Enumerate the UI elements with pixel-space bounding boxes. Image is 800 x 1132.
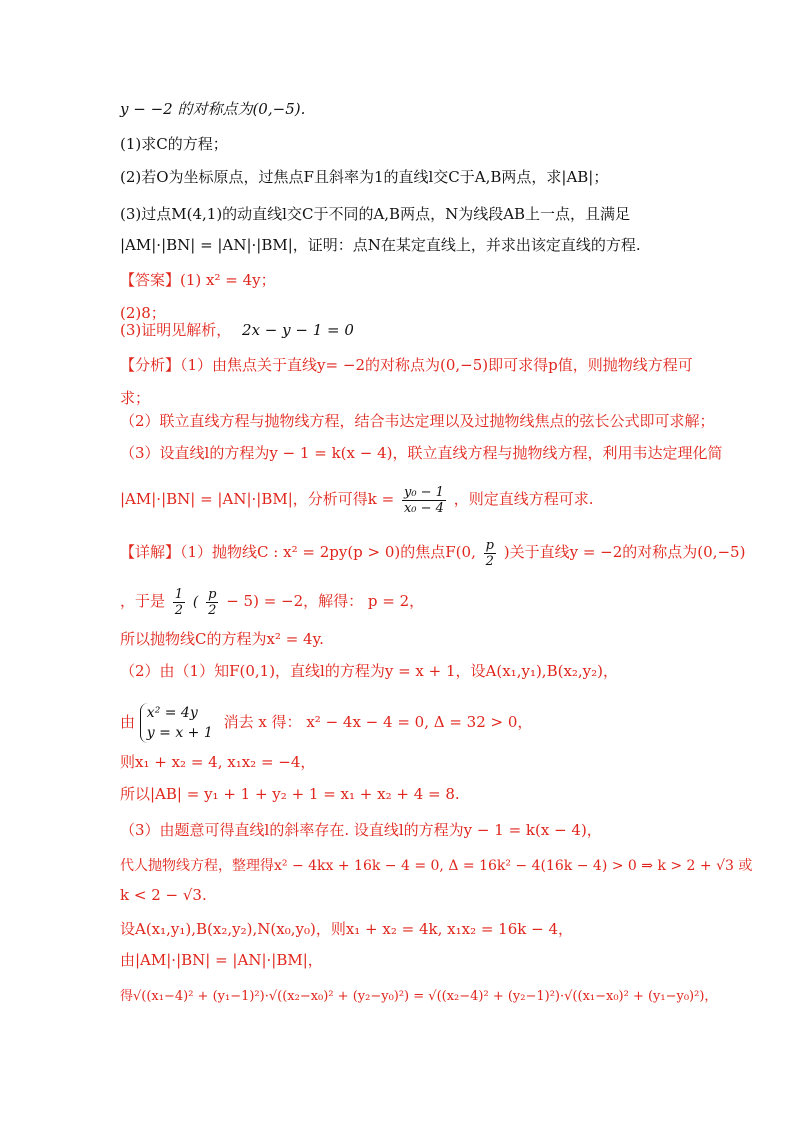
detail-line-3: 所以抛物线C的方程为x² = 4y. — [120, 630, 324, 648]
detail-line-2: ，于是 $\frac{1}{2}$ ( $\frac{p}{2}$ − 5) = −2，解得： p = 2， — [120, 586, 425, 618]
analysis-line-3: （2）联立直线方程与抛物线方程，结合韦达定理以及过抛物线焦点的弦长公式即可求解； — [120, 412, 715, 430]
detail-line-12: 由|AM|·|BN| = |AN|·|BM|， — [120, 951, 323, 969]
equation-system: x² = 4y y = x + 1 — [140, 703, 213, 743]
analysis-line-1: 【分析】（1）由焦点关于直线y= −2的对称点为(0,−5)即可求得p值，则抛物线方程可 — [120, 356, 693, 374]
text-line-1: y − −2 的对称点为(0,−5). — [120, 100, 306, 118]
question-part-3-cont: |AM|·|BN| = |AN|·|BM|，证明：点N在某定直线上，并求出该定直线的方程. — [120, 236, 641, 254]
detail-line-9: 代人抛物线方程，整理得x² − 4kx + 16k − 4 = 0, Δ = 16k² − 4(16k − 4) > 0 ⇒ k > 2 + √3 或 — [120, 858, 753, 874]
question-part-3: (3)过点M(4,1)的动直线l交C于不同的A,B两点，N为线段AB上一点，且满足 — [120, 205, 631, 223]
detail-tag: 【详解】 — [120, 543, 181, 561]
answer-line-3: (3)证明见解析， 2x − y − 1 = 0 — [120, 321, 354, 339]
fraction-k: $\frac{\text{y₀ − 1}}{\text{x₀ − 4}}$ — [403, 484, 444, 516]
analysis-line-4: （3）设直线l的方程为y − 1 = k(x − 4)，联立直线方程与抛物线方程，利用韦达定理化简 — [120, 444, 723, 462]
fraction-one-half: $\frac{1}{2}$ — [174, 586, 184, 618]
detail-line-7: 所以|AB| = y₁ + 1 + y₂ + 1 = x₁ + x₂ + 4 = 8. — [120, 785, 460, 803]
answer-line-1: 【答案】(1) x² = 4y； — [120, 271, 276, 289]
question-part-2: (2)若O为坐标原点，过焦点F且斜率为1的直线l交C于A,B两点，求|AB|； — [120, 168, 609, 186]
detail-line-8: （3）由题意可得直线l的斜率存在. 设直线l的方程为y − 1 = k(x − 4)， — [120, 821, 602, 839]
answer-line-2: (2)8； — [120, 304, 166, 322]
detail-line-1: 【详解】（1）抛物线C : x² = 2py(p > 0)的焦点F(0, $\frac{p}{2}$ )关于直线y = −2的对称点为(0,−5) — [120, 537, 746, 569]
analysis-tag: 【分析】 — [120, 356, 181, 374]
answer-tag: 【答案】 — [120, 271, 181, 289]
analysis-line-5: |AM|·|BN| = |AN|·|BM|，分析可得k = $\frac{\text{y₀ − 1}}{\text{x₀ − 4}}$ ，则定直线方程可求. — [120, 484, 594, 516]
fraction-p-over-2-b: $\frac{p}{2}$ — [208, 586, 217, 618]
analysis-line-2: 求； — [120, 389, 151, 407]
detail-line-6: 则x₁ + x₂ = 4, x₁x₂ = −4， — [120, 753, 316, 771]
detail-line-13: 得√((x₁−4)² + (y₁−1)²)·√((x₂−x₀)² + (y₂−y₀)²) = √((x₂−4)² + (y₂−1)²)·√((x₁−x₀)² + (y₁−y₀)²)， — [120, 989, 718, 1004]
detail-line-5: 由 x² = 4y y = x + 1 消去 x 得： x² − 4x − 4 = 0, Δ = 32 > 0， — [120, 705, 533, 741]
detail-line-10: k < 2 − √3. — [120, 886, 207, 904]
question-part-1: (1)求C的方程； — [120, 135, 228, 153]
detail-line-11: 设A(x₁,y₁),B(x₂,y₂),N(x₀,y₀)，则x₁ + x₂ = 4k, x₁x₂ = 16k − 4， — [120, 920, 574, 938]
detail-line-4: （2）由（1）知F(0,1)，直线l的方程为y = x + 1，设A(x₁,y₁),B(x₂,y₂)， — [120, 662, 619, 680]
fraction-p-over-2: $\frac{p}{2}$ — [485, 537, 494, 569]
